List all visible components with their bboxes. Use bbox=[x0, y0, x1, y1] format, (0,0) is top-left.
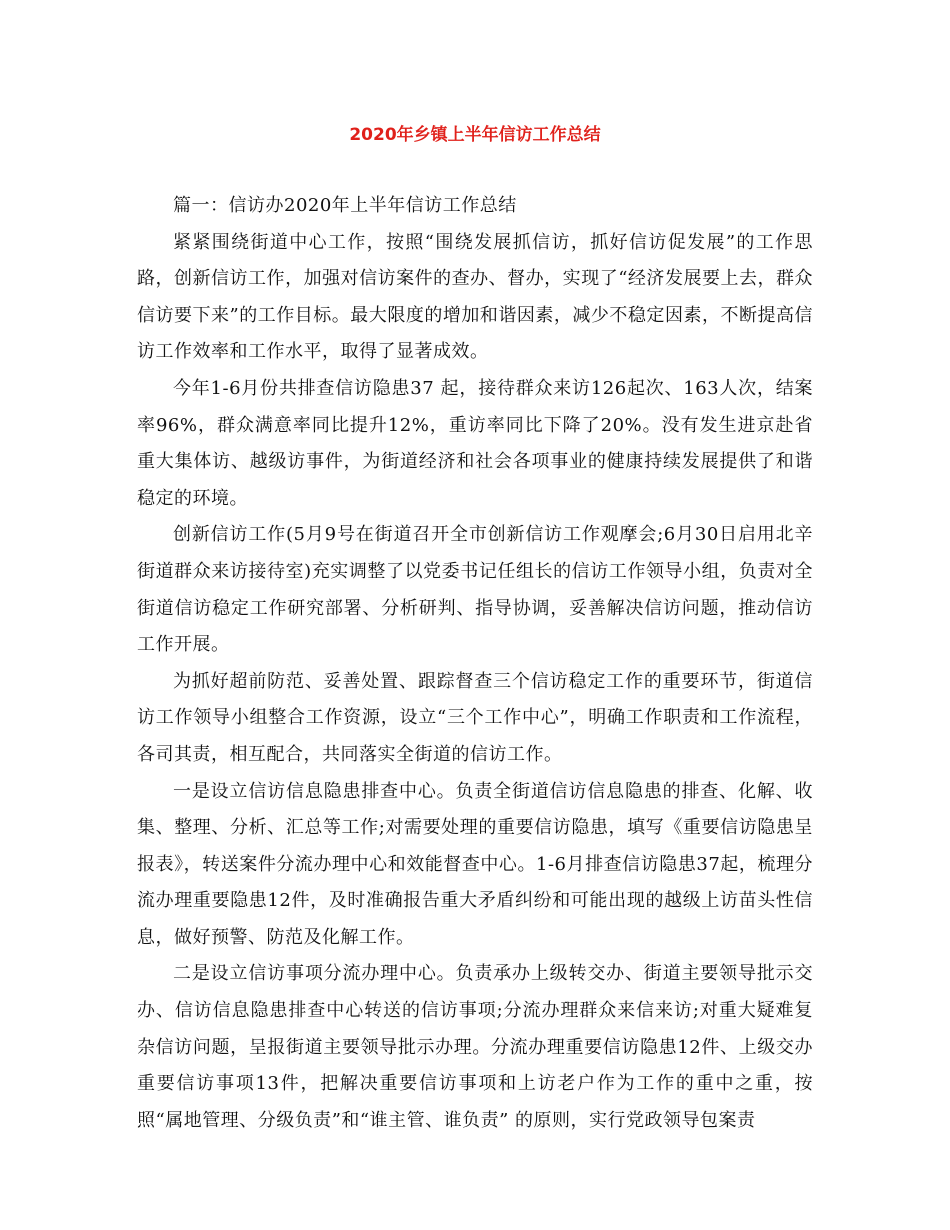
section-heading: 篇一：信访办2020年上半年信访工作总结 bbox=[173, 195, 517, 216]
paragraph-statistics: 今年1-6月份共排查信访隐患37 起，接待群众来访126起次、163人次，结案率96%，群众满意率同比提升12%，重访率同比下降了20%。没有发生进京赴省重大集体访、越级访事件，为街道经济和社会各项事业的健康持续发展提供了和谐稳定的环境。 bbox=[137, 377, 813, 509]
paragraph-center-one: 一是设立信访信息隐患排查中心。负责全街道信访信息隐患的排查、化解、收集、整理、分析、汇总等工作;对需要处理的重要信访隐患，填写《重要信访隐患呈报表》，转送案件分流办理中心和效能督查中心。1-6月排查信访隐患37起，梳理分流办理重要隐患12件，及时准确报告重大矛盾纠纷和可能出现的越级上访苗头性信息，做好预警、防范及化解工作。 bbox=[137, 780, 813, 948]
paragraph-innovation: 创新信访工作(5月9号在街道召开全市创新信访工作观摩会;6月30日启用北辛街道群众来访接待室)充实调整了以党委书记任组长的信访工作领导小组，负责对全街道信访稳定工作研究部署、分析研判、指导协调，妥善解决信访问题，推动信访工作开展。 bbox=[137, 524, 813, 656]
paragraph-center-two: 二是设立信访事项分流办理中心。负责承办上级转交办、街道主要领导批示交办、信访信息隐患排查中心转送的信访事项;分流办理群众来信来访;对重大疑难复杂信访问题，呈报街道主要领导批示办理。分流办理重要信访隐患12件、上级交办重要信访事项13件，把解决重要信访事项和上访老户作为工作的重中之重，按照“属地管理、分级负责”和“谁主管、谁负责” 的原则，实行党政领导包案责 bbox=[137, 963, 813, 1131]
paragraph-intro: 紧紧围绕街道中心工作，按照“围绕发展抓信访，抓好信访促发展”的工作思路，创新信访工作，加强对信访案件的查办、督办，实现了“经济发展要上去，群众信访要下来”的工作目标。最大限度的增加和谐因素，减少不稳定因素，不断提高信访工作效率和工作水平，取得了显著成效。 bbox=[137, 231, 813, 363]
document-title: 2020年乡镇上半年信访工作总结 bbox=[349, 125, 601, 145]
document-body bbox=[137, 188, 813, 1139]
paragraph-three-centers: 为抓好超前防范、妥善处置、跟踪督查三个信访稳定工作的重要环节，街道信访工作领导小组整合工作资源，设立“三个工作中心”，明确工作职责和工作流程，各司其责，相互配合，共同落实全街道的信访工作。 bbox=[137, 670, 813, 765]
